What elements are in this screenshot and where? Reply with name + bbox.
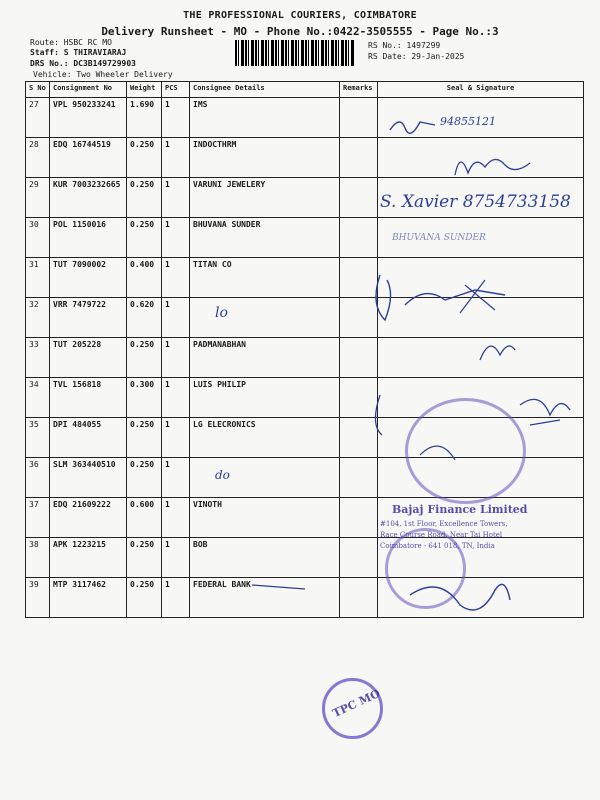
cell-consignment: SLM 363440510 [50,458,127,498]
cell-remarks [340,98,378,138]
cell-consignment: DPI 484055 [50,418,127,458]
cell-weight: 0.300 [127,378,162,418]
drs-number: DRS No.: DC3B149729903 [30,59,136,68]
staff-label: Staff: S THIRAVIARAJ [30,48,127,57]
cell-pcs: 1 [162,578,190,618]
cell-consignee [190,298,340,338]
cell-remarks [340,338,378,378]
signature-scribble-27 [385,110,445,140]
signature-scribble-31 [365,265,525,335]
handwritten-note-32: lo [215,305,228,321]
col-consignment: Consignment No [50,82,127,98]
cell-weight: 0.250 [127,178,162,218]
handwritten-signature-29: S. Xavier 8754733158 [380,192,571,212]
cell-sno: 36 [26,458,50,498]
cell-consignee: VARUNI JEWELERY [190,178,340,218]
cell-consignee [190,458,340,498]
cell-sno: 29 [26,178,50,218]
cell-weight: 0.600 [127,498,162,538]
cell-remarks [340,578,378,618]
handwritten-name-30: BHUVANA SUNDER [392,233,486,243]
cell-consignment: EDQ 21609222 [50,498,127,538]
cell-weight: 0.250 [127,538,162,578]
seal-stamp-lg [405,398,526,504]
col-sno: S No [26,82,50,98]
cell-sno: 32 [26,298,50,338]
cell-pcs: 1 [162,178,190,218]
cell-sno: 39 [26,578,50,618]
bajaj-address-1: #104, 1st Floor, Excellence Towers, [380,520,508,528]
cell-sno: 38 [26,538,50,578]
cell-remarks [340,538,378,578]
cell-pcs: 1 [162,298,190,338]
bajaj-company-name: Bajaj Finance Limited [392,503,528,516]
cell-consignee: FEDERAL BANK [190,578,340,618]
cell-consignee: PADMANABHAN [190,338,340,378]
cell-pcs: 1 [162,498,190,538]
runsheet-title: Delivery Runsheet - MO - Phone No.:0422-3505555 - Page No.:3 [101,25,499,38]
cell-consignment: VPL 950233241 [50,98,127,138]
cell-remarks [340,498,378,538]
cell-consignee: VINOTH [190,498,340,538]
cell-remarks [340,218,378,258]
cell-pcs: 1 [162,138,190,178]
cell-consignment: EDQ 16744519 [50,138,127,178]
signature-scribble-33 [470,330,520,370]
cell-sno: 28 [26,138,50,178]
cell-weight: 0.250 [127,458,162,498]
cell-consignee: INDOCTHRM [190,138,340,178]
cell-consignee: BHUVANA SUNDER [190,218,340,258]
cell-sno: 30 [26,218,50,258]
cell-consignee: LUIS PHILIP [190,378,340,418]
signature-scribble-28 [450,145,540,185]
cell-consignment: TVL 156818 [50,378,127,418]
cell-sno: 35 [26,418,50,458]
cell-pcs: 1 [162,218,190,258]
handwritten-note-36: do [215,468,230,482]
cell-consignment: MTP 3117462 [50,578,127,618]
cell-consignee: TITAN CO [190,258,340,298]
col-weight: Weight [127,82,162,98]
table-row [26,98,584,138]
barcode [235,40,355,66]
cell-consignment: VRR 7479722 [50,298,127,338]
table-header-row [26,82,584,98]
route-label: Route: HSBC RC MO [30,38,112,47]
cell-weight: 0.250 [127,138,162,178]
col-consignee: Consignee Details [190,82,340,98]
cell-consignment: POL 1150016 [50,218,127,258]
signature-line-39 [250,575,310,595]
cell-consignment: APK 1223215 [50,538,127,578]
cell-sno: 27 [26,98,50,138]
cell-consignee: IMS [190,98,340,138]
cell-consignee: LG ELECRONICS [190,418,340,458]
cell-weight: 0.250 [127,218,162,258]
cell-consignment: TUT 205228 [50,338,127,378]
cell-pcs: 1 [162,98,190,138]
cell-sno: 31 [26,258,50,298]
cell-pcs: 1 [162,418,190,458]
cell-remarks [340,178,378,218]
cell-pcs: 1 [162,458,190,498]
col-seal-signature: Seal & Signature [378,82,584,98]
rs-number: RS No.: 1497299 [368,41,441,50]
rs-date: RS Date: 29-Jan-2025 [368,52,465,61]
cell-sno: 34 [26,378,50,418]
signature-scribble-39 [400,575,520,625]
cell-weight: 0.250 [127,418,162,458]
company-name: THE PROFESSIONAL COURIERS, COIMBATORE [183,10,417,21]
cell-weight: 0.620 [127,298,162,338]
cell-remarks [340,138,378,178]
cell-sno: 37 [26,498,50,538]
cell-pcs: 1 [162,338,190,378]
cell-weight: 0.400 [127,258,162,298]
cell-consignee: BOB [190,538,340,578]
cell-weight: 0.250 [127,338,162,378]
cell-consignment: TUT 7090002 [50,258,127,298]
vehicle-label: Vehicle: Two Wheeler Delivery [33,70,173,79]
cell-consignment: KUR 7003232665 [50,178,127,218]
cell-sno: 33 [26,338,50,378]
table-row [26,218,584,258]
cell-weight: 1.690 [127,98,162,138]
cell-pcs: 1 [162,378,190,418]
cell-pcs: 1 [162,538,190,578]
bajaj-address-3: Coimbatore - 641 018, TN, India [380,542,495,550]
table-row [26,538,584,578]
tpc-stamp-text: TPC MO [330,686,383,721]
cell-weight: 0.250 [127,578,162,618]
cell-pcs: 1 [162,258,190,298]
col-remarks: Remarks [340,82,378,98]
col-pcs: PCS [162,82,190,98]
handwritten-number-27: 94855121 [440,115,496,128]
bajaj-address-2: Race Course Road, Near Tai Hotel [380,531,503,539]
